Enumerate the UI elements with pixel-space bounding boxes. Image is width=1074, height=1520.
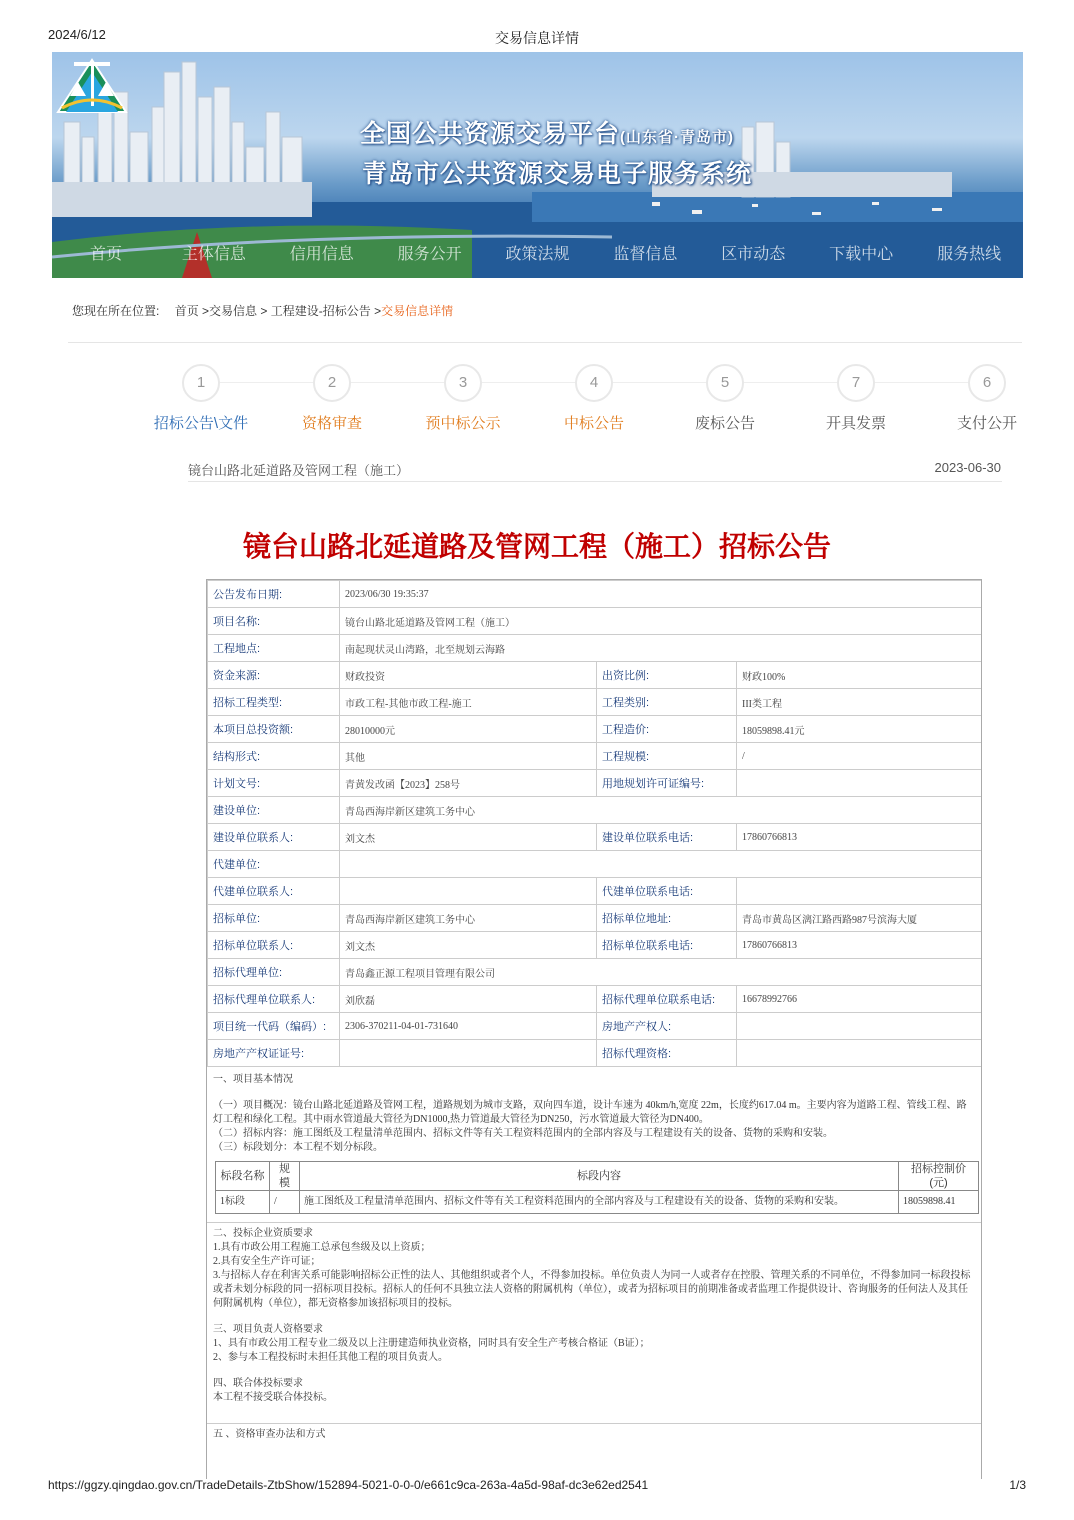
tenderer-contact-value: 刘文杰 — [340, 932, 597, 959]
brand-title-main: 全国公共资源交易平台 — [360, 120, 621, 148]
agent-build-phone-value — [737, 878, 982, 905]
paragraph: （三）标段划分：本工程不划分标段。 — [213, 1142, 383, 1153]
project-date: 2023-06-30 — [934, 460, 1001, 475]
column-header: 标段内容 — [300, 1162, 899, 1191]
divider — [68, 342, 1022, 343]
step-number: 5 — [706, 364, 744, 402]
builder-phone-value: 17860766813 — [737, 824, 982, 851]
tenderer-phone-value: 17860766813 — [737, 932, 982, 959]
section-table — [215, 1161, 979, 1214]
brand-title-region: (山东省·青岛市) — [620, 129, 735, 146]
step-invoice[interactable] — [796, 364, 916, 433]
table-row — [208, 878, 982, 905]
step-number: 3 — [444, 364, 482, 402]
step-label: 开具发票 — [825, 415, 886, 432]
table-row — [208, 770, 982, 797]
agency-contact-label: 招标代理单位联系人: — [208, 986, 340, 1013]
notice-body — [207, 1067, 981, 1442]
location-value: 南起现状灵山湾路，北至规划云海路 — [340, 635, 982, 662]
step-number: 2 — [313, 364, 351, 402]
nav-service-public[interactable]: 服务公开 — [397, 246, 462, 263]
qual-value — [737, 1040, 982, 1067]
table-row — [208, 1040, 982, 1067]
builder-value: 青岛西海岸新区建筑工务中心 — [340, 797, 982, 824]
nav-supervision[interactable]: 监督信息 — [613, 246, 678, 263]
agent-build-contact-value — [340, 878, 597, 905]
publish-date-label: 公告发布日期: — [208, 581, 340, 608]
column-header: 招标控制价(元) — [899, 1162, 979, 1191]
step-number: 4 — [575, 364, 613, 402]
nav-credit-info[interactable]: 信用信息 — [289, 246, 354, 263]
breadcrumb-sep: > — [374, 304, 382, 318]
step-award-notice[interactable] — [534, 364, 654, 433]
tenderer-contact-label: 招标单位联系人: — [208, 932, 340, 959]
owner-label: 房地产产权人: — [597, 1013, 737, 1040]
nav-district-news[interactable]: 区市动态 — [721, 246, 786, 263]
step-label: 废标公告 — [694, 415, 755, 432]
table-row — [208, 662, 982, 689]
step-label: 资格审查 — [301, 415, 362, 432]
tenderer-value: 青岛西海岸新区建筑工务中心 — [340, 905, 597, 932]
code-value: 2306-370211-04-01-731640 — [340, 1013, 597, 1040]
platform-logo-icon — [52, 52, 132, 114]
agent-build-value — [340, 851, 982, 878]
paragraph: （二）招标内容：施工图纸及工程量清单范围内、招标文件等有关工程资料范围内的全部内容及与工程建设有关的设备、货物的采购和安装。 — [213, 1128, 833, 1139]
publish-date-value: 2023/06/30 19:35:37 — [340, 581, 982, 608]
section-heading: 五 、资格审查办法和方式 — [213, 1429, 326, 1440]
qual-label: 招标代理资格: — [597, 1040, 737, 1067]
section-heading: 三、项目负责人资格要求 — [213, 1324, 323, 1335]
divider — [188, 481, 1002, 482]
breadcrumb-label: 您现在所在位置: — [72, 304, 160, 318]
step-label: 中标公告 — [563, 415, 624, 432]
ratio-label: 出资比例: — [597, 662, 737, 689]
table-cell: 施工图纸及工程量清单范围内、招标文件等有关工程资料范围内的全部内容及与工程建设有关的设备、货物的采购和安装。 — [300, 1191, 899, 1214]
breadcrumb-tender-notice[interactable]: > 工程建设-招标公告 — [260, 304, 371, 318]
tenderer-addr-value: 青岛市黄岛区漓江路西路987号滨海大厦 — [737, 905, 982, 932]
cert-value — [340, 1040, 597, 1067]
step-label: 招标公告\文件 — [153, 415, 249, 432]
nav-hotline[interactable]: 服务热线 — [937, 246, 1002, 263]
project-name-value: 镜台山路北延道路及管网工程（施工） — [340, 608, 982, 635]
step-number: 6 — [968, 364, 1006, 402]
plan-value: 青黄发改函【2023】258号 — [340, 770, 597, 797]
builder-label: 建设单位: — [208, 797, 340, 824]
project-name-label: 项目名称: — [208, 608, 340, 635]
builder-contact-label: 建设单位联系人: — [208, 824, 340, 851]
table-row — [208, 1013, 982, 1040]
invest-value: 28010000元 — [340, 716, 597, 743]
table-cell: / — [270, 1191, 300, 1214]
ratio-value: 财政100% — [737, 662, 982, 689]
type-label: 招标工程类型: — [208, 689, 340, 716]
tenderer-label: 招标单位: — [208, 905, 340, 932]
table-row — [208, 635, 982, 662]
main-nav — [52, 240, 1023, 278]
fund-value: 财政投资 — [340, 662, 597, 689]
print-date: 2024/6/12 — [48, 27, 106, 42]
project-name: 镜台山路北延道路及管网工程（施工） — [188, 463, 410, 478]
category-value: III类工程 — [737, 689, 982, 716]
page-title: 镜台山路北延道路及管网工程（施工）招标公告 — [242, 531, 831, 562]
cert-label: 房地产产权证证号: — [208, 1040, 340, 1067]
step-pre-award[interactable] — [403, 364, 523, 433]
struct-label: 结构形式: — [208, 743, 340, 770]
divider — [207, 1423, 981, 1424]
paragraph: 1.具有市政公用工程施工总承包叁级及以上资质； — [213, 1242, 431, 1253]
agency-label: 招标代理单位: — [208, 959, 340, 986]
table-row — [208, 851, 982, 878]
print-page-number: 1/3 — [1009, 1478, 1026, 1492]
section-heading: 四、联合体投标要求 — [213, 1378, 303, 1389]
agency-phone-label: 招标代理单位联系电话: — [597, 986, 737, 1013]
type-value: 市政工程-其他市政工程-施工 — [340, 689, 597, 716]
table-row — [208, 716, 982, 743]
fund-label: 资金来源: — [208, 662, 340, 689]
landuse-value — [737, 770, 982, 797]
agency-value: 青岛鑫正源工程项目管理有限公司 — [340, 959, 982, 986]
breadcrumb-trade-info[interactable]: >交易信息 — [202, 304, 258, 318]
nav-subject-info[interactable]: 主体信息 — [181, 246, 246, 263]
agency-contact-value: 刘欣磊 — [340, 986, 597, 1013]
nav-home[interactable]: 首页 — [89, 246, 122, 263]
table-row — [208, 824, 982, 851]
section-heading: 二、投标企业资质要求 — [213, 1228, 313, 1239]
breadcrumb-home[interactable]: 首页 — [174, 304, 199, 318]
category-label: 工程类别: — [597, 689, 737, 716]
cost-label: 工程造价: — [597, 716, 737, 743]
table-row — [208, 905, 982, 932]
table-row — [208, 743, 982, 770]
paragraph: 1、具有市政公用工程专业二级及以上注册建造师执业资格，同时具有安全生产考核合格证（B证）； — [213, 1338, 650, 1349]
scale-value: / — [737, 743, 982, 770]
notice-document — [206, 579, 982, 1479]
info-table — [207, 580, 982, 1067]
step-cancel-notice[interactable] — [665, 364, 785, 433]
tenderer-addr-label: 招标单位地址: — [597, 905, 737, 932]
landuse-label: 用地规划许可证编号: — [597, 770, 737, 797]
builder-contact-value: 刘文杰 — [340, 824, 597, 851]
print-title: 交易信息详情 — [495, 30, 579, 46]
breadcrumb-current: 交易信息详情 — [381, 304, 454, 318]
paragraph: 3.与招标人存在利害关系可能影响招标公正性的法人、其他组织或者个人，不得参加投标。单位负责人为同一人或者存在控股、管理关系的不同单位，不得参加同一标段投标或者未划分标段的同一招标项目投标。招标人的任何不具独立法人资格的附属机构（单位），或者为招标项目的前期准备或者监理工作提供设计、咨询服务的任何法人及其任何附属机构（单位），都无资格参加该招标项目的投标。 — [213, 1270, 971, 1309]
table-cell: 1标段 — [216, 1191, 270, 1214]
step-tender-notice[interactable] — [141, 364, 261, 433]
code-label: 项目统一代码（编码）: — [208, 1013, 340, 1040]
agent-build-label: 代建单位: — [208, 851, 340, 878]
agent-build-contact-label: 代建单位联系人: — [208, 878, 340, 905]
step-qualification[interactable] — [272, 364, 392, 433]
table-row — [208, 797, 982, 824]
section-heading: 一、项目基本情况 — [213, 1074, 293, 1085]
column-header: 标段名称 — [216, 1162, 270, 1191]
invest-label: 本项目总投资额: — [208, 716, 340, 743]
breadcrumb — [72, 302, 453, 319]
owner-value — [737, 1013, 982, 1040]
banner — [52, 52, 1023, 278]
step-label: 支付公开 — [956, 415, 1017, 432]
table-row — [208, 959, 982, 986]
scale-label: 工程规模: — [597, 743, 737, 770]
paragraph: 本工程不接受联合体投标。 — [213, 1392, 333, 1403]
column-header: 规模 — [270, 1162, 300, 1191]
step-number: 1 — [182, 364, 220, 402]
print-url: https://ggzy.qingdao.gov.cn/TradeDetails-ZtbShow/152894-5021-0-0-0/e661c9ca-263a-4a5d-98af-dc3e62ed2541 — [48, 1478, 649, 1492]
step-payment[interactable] — [927, 364, 1047, 433]
brand-title-line1 — [360, 114, 734, 150]
paragraph: （一）项目概况：镜台山路北延道路及管网工程，道路规划为城市支路，双向四车道，设计车速为 40km/h,宽度 22m，长度约617.04 m。主要内容为道路工程、管线工程、路灯工程和绿化工程。其中雨水管道最大管径为DN1000,热力管道最大管径为DN250，污水管道最大管径为DN400。 — [213, 1100, 967, 1125]
tenderer-phone-label: 招标单位联系电话: — [597, 932, 737, 959]
location-label: 工程地点: — [208, 635, 340, 662]
step-label: 预中标公示 — [425, 415, 501, 432]
table-row — [208, 608, 982, 635]
paragraph: 2.具有安全生产许可证； — [213, 1256, 321, 1267]
table-row — [208, 986, 982, 1013]
cost-value: 18059898.41元 — [737, 716, 982, 743]
table-row — [208, 689, 982, 716]
table-header-row — [216, 1162, 979, 1191]
agency-phone-value: 16678992766 — [737, 986, 982, 1013]
divider — [207, 1222, 981, 1223]
brand-title-line2: 青岛市公共资源交易电子服务系统 — [362, 160, 753, 188]
step-number: 7 — [837, 364, 875, 402]
nav-download[interactable]: 下载中心 — [829, 246, 894, 263]
plan-label: 计划文号: — [208, 770, 340, 797]
table-cell: 18059898.41 — [899, 1191, 979, 1214]
table-row — [208, 581, 982, 608]
paragraph: 2、参与本工程投标时未担任其他工程的项目负责人。 — [213, 1352, 448, 1363]
table-row — [208, 932, 982, 959]
struct-value: 其他 — [340, 743, 597, 770]
nav-policy[interactable]: 政策法规 — [505, 246, 570, 263]
builder-phone-label: 建设单位联系电话: — [597, 824, 737, 851]
table-row — [216, 1191, 979, 1214]
agent-build-phone-label: 代建单位联系电话: — [597, 878, 737, 905]
